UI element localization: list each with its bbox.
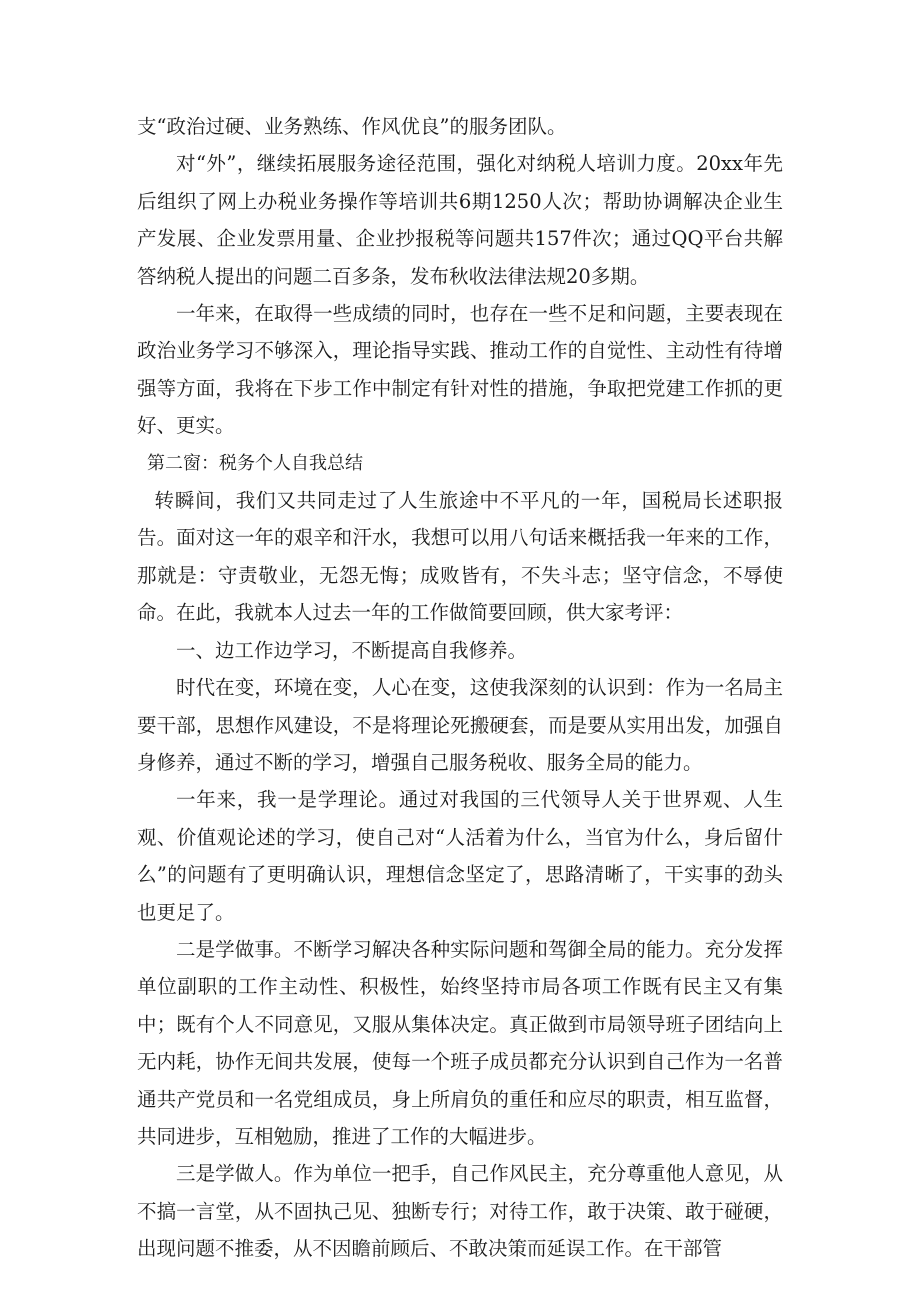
document-page (137, 108, 783, 1268)
paragraph-intro: 转瞬间，我们又共同走过了人生旅途中不平凡的一年，国税局长述职报告。面对这一年的艰辛和汗水，我想可以用八句话来概括我一年来的工作，那就是：守责敬业，无怨无悔；成败皆有，不失斗志；坚守信念，不辱使命。在此，我就本人过去一年的工作做简要回顾，供大家考评： (137, 489, 783, 625)
paragraph-study-theory: 一年来，我一是学理论。通过对我国的三代领导人关于世界观、人生观、价值观论述的学习，使自己对“人活着为什么，当官为什么，身后留什么”的问题有了更明确认识，理想信念坚定了，思路清晰了，干实事的劲头也更足了。 (137, 788, 783, 924)
paragraph-shortcomings: 一年来，在取得一些成绩的同时，也存在一些不足和问题，主要表现在政治业务学习不够深入，理论指导实践、推动工作的自觉性、主动性有待增强等方面，我将在下步工作中制定有针对性的措施，争取把党建工作抓的更好、更实。 (137, 302, 783, 438)
subheading-learning: 一、边工作边学习，不断提高自我修养。 (176, 638, 528, 662)
paragraph-learn-work: 二是学做事。不断学习解决各种实际问题和驾御全局的能力。充分发挥单位副职的工作主动性、积极性，始终坚持市局各项工作既有民主又有集中；既有个人不同意见，又服从集体决定。真正做到市局领导班子团结向上无内耗，协作无间共发展，使每一个班子成员都充分认识到自己作为一名普通共产党员和一名党组成员，身上所肩负的重任和应尽的职责，相互监督，共同进步，互相勉励，推进了工作的大幅进步。 (137, 937, 783, 1148)
paragraph-times-change: 时代在变，环境在变，人心在变，这使我深刻的认识到：作为一名局主要干部，思想作风建设，不是将理论死搬硬套，而是要从实用出发，加强自身修养，通过不断的学习，增强自己服务税收、服务全局的能力。 (137, 676, 783, 774)
paragraph-continuation: 支“政治过硬、业务熟练、作风优良”的服务团队。 (137, 115, 567, 138)
paragraph-external-service: 对“外”，继续拓展服务途径范围，强化对纳税人培训力度。20xx年先后组织了网上办税业务操作等培训共6期1250人次；帮助协调解决企业生产发展、企业发票用量、企业抄报税等问题共157件次；通过QQ平台共解答纳税人提出的问题二百多条，发布秋收法律法规20多期。 (137, 152, 783, 288)
section-heading: 第二窗：税务个人自我总结 (147, 452, 363, 474)
paragraph-learn-conduct: 三是学做人。作为单位一把手，自己作风民主，充分尊重他人意见，从不搞一言堂，从不固执己见、独断专行；对待工作，敢于决策、敢于碰硬，出现问题不推委，从不因瞻前顾后、不敢决策而延误工作。在干部管 (137, 1162, 783, 1261)
